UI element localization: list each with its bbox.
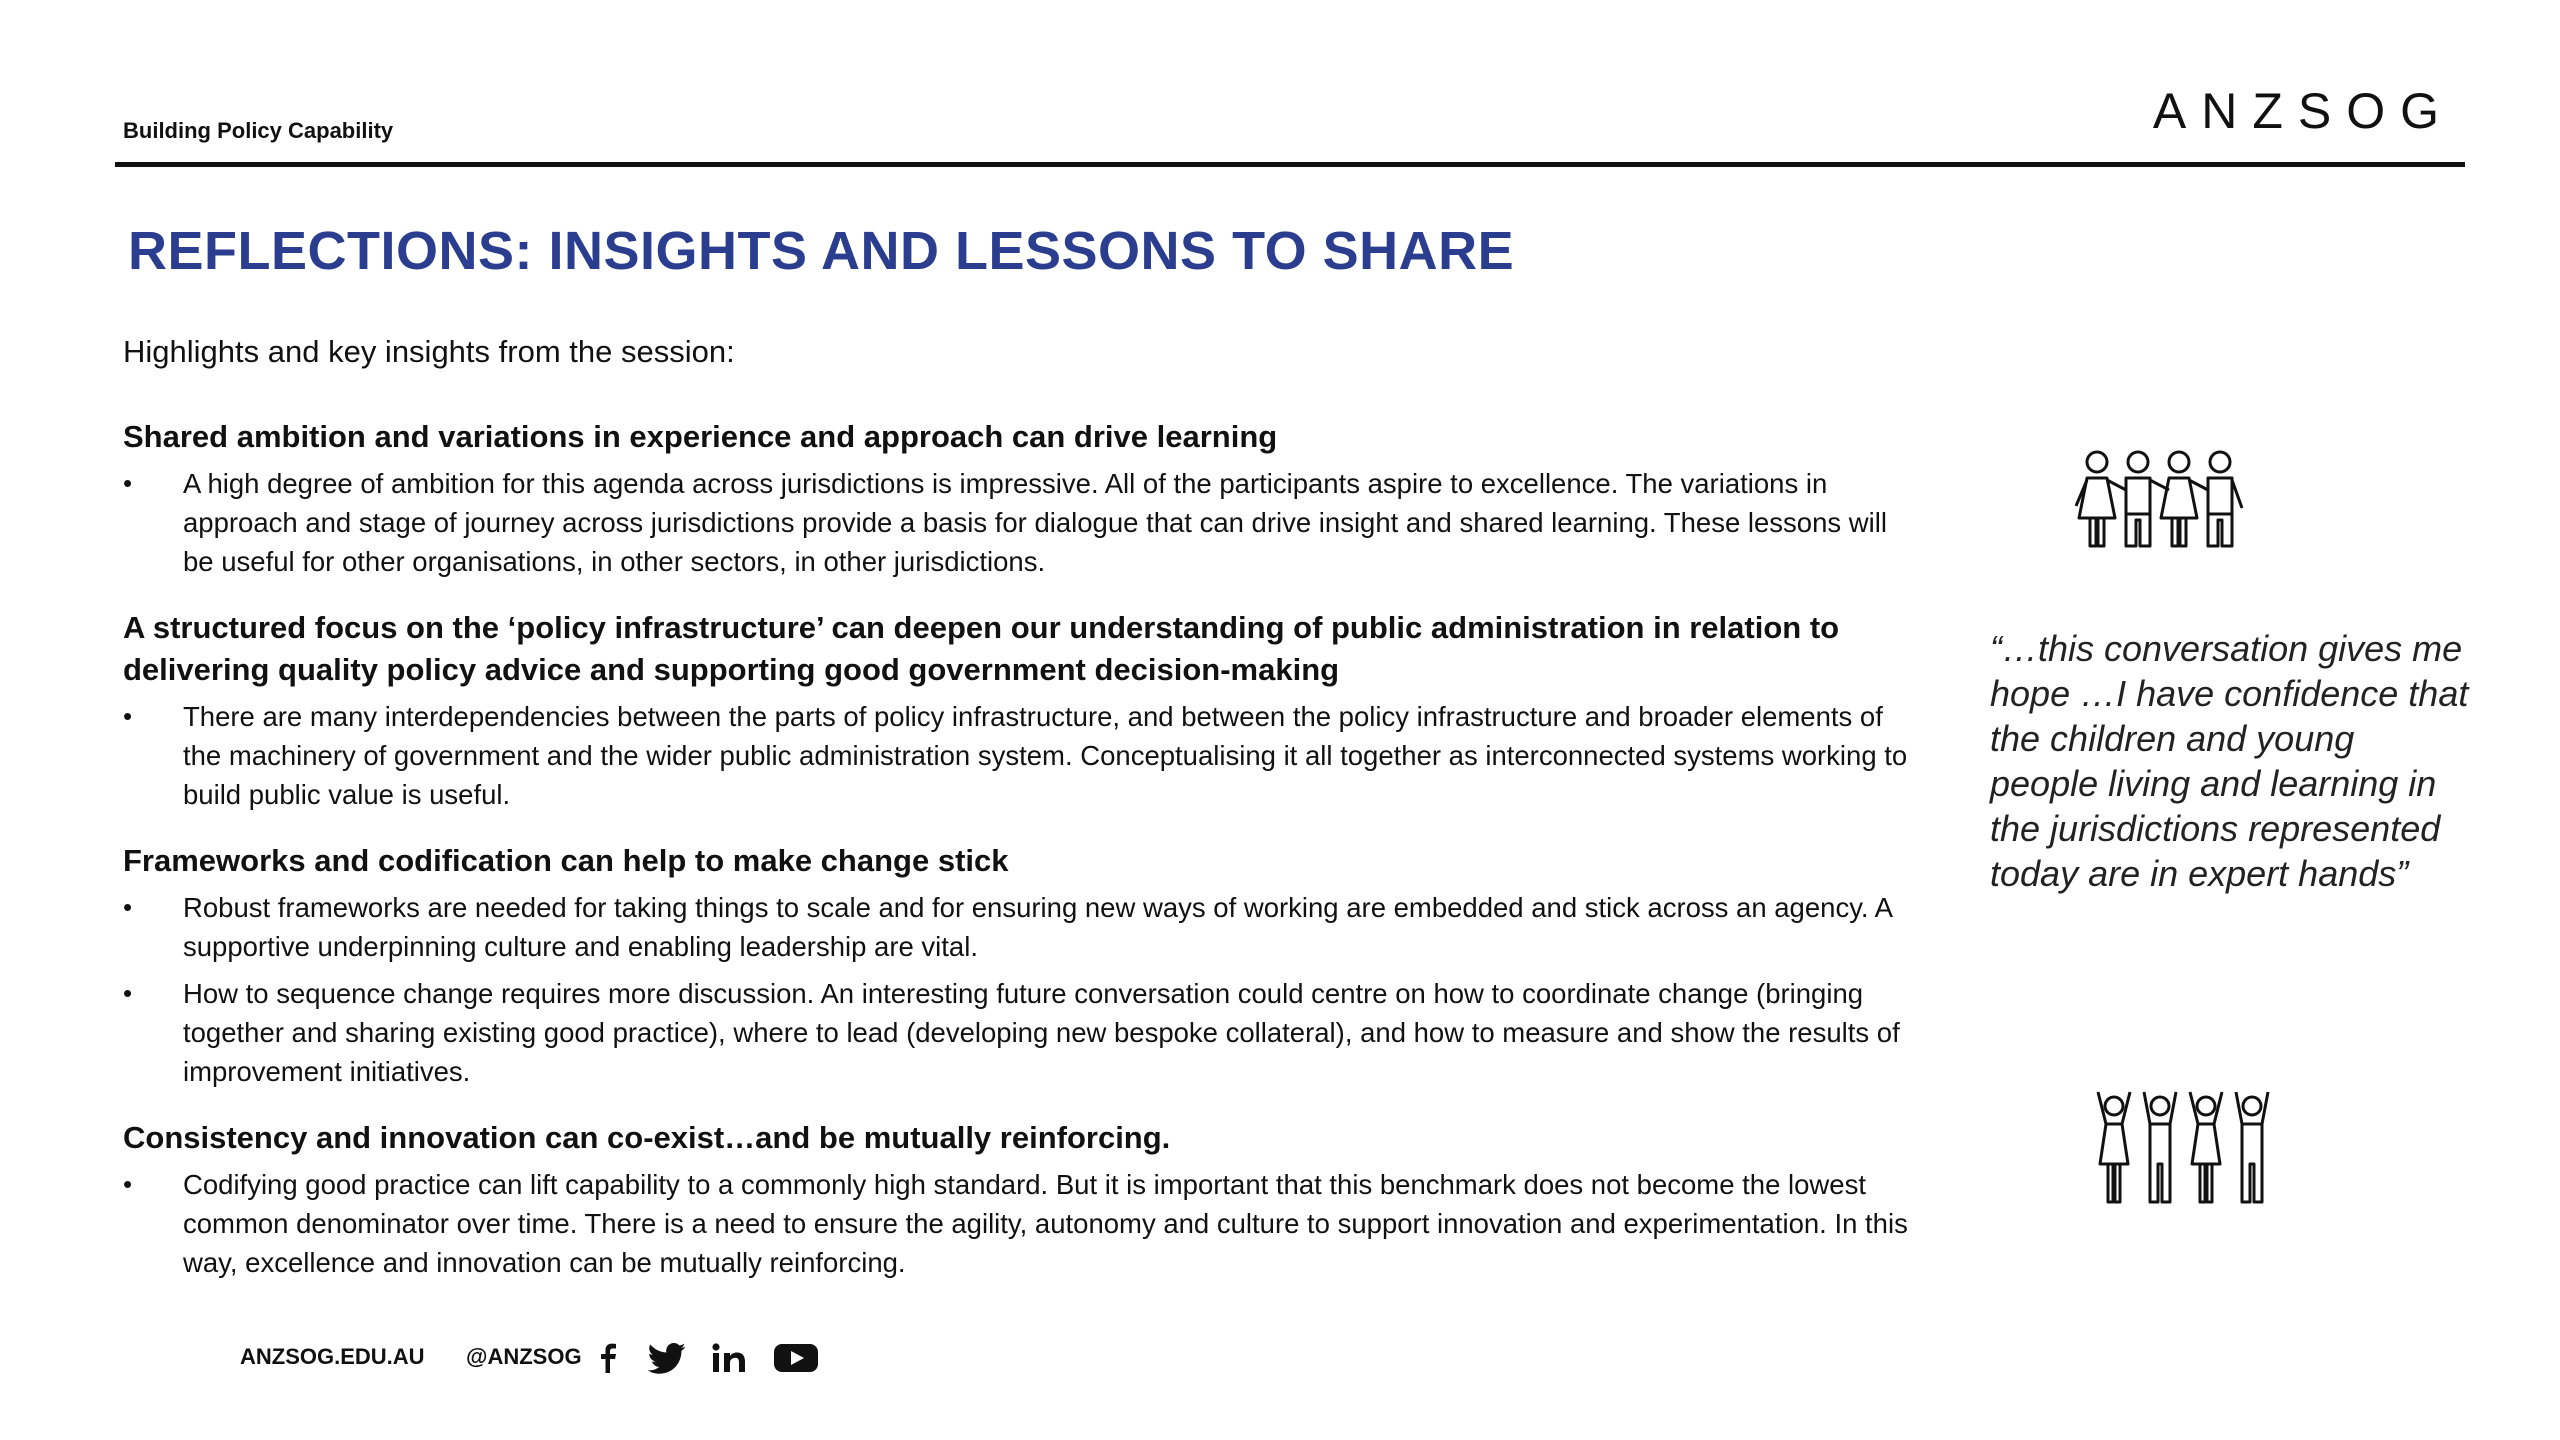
- section-heading: A structured focus on the ‘policy infrastructure’ can deepen our understanding of public administration in relation to delivering quality policy advice and supporting good government decision-making: [123, 610, 1840, 687]
- header-rule: [115, 162, 2465, 167]
- header-label: Building Policy Capability: [123, 118, 394, 143]
- twitter-icon[interactable]: [646, 1343, 688, 1375]
- bullet-text: Codifying good practice can lift capability to a commonly high standard. But it is important that this benchmark does not become the lowest common denominator over time. There is a need to ensure the agility, autonomy and culture to support innovation and experimentation. In this way, excellence and innovation can be mutually reinforcing.: [183, 1169, 1908, 1278]
- footer-website[interactable]: ANZSOG.EDU.AU: [240, 1344, 425, 1369]
- section-shared-ambition: [123, 416, 1923, 581]
- section-policy-infrastructure: [123, 607, 1923, 814]
- bullet-marker: •: [123, 892, 133, 922]
- people-arms-raised-icon: [2092, 1090, 2282, 1210]
- bullet-text: A high degree of ambition for this agenda across jurisdictions is impressive. All of the participants aspire to excellence. The variations in approach and stage of journey across jurisdictions provide a basis for dialogue that can drive insight and shared learning. These lessons will be useful for other organisations, in other sectors, in other jurisdictions.: [183, 468, 1887, 577]
- intro-text: Highlights and key insights from the session:: [123, 334, 735, 369]
- bullet-text: There are many interdependencies between the parts of policy infrastructure, and between the policy infrastructure and broader elements of the machinery of government and the wider public administration system. Conceptualising it all together as interconnected systems working to build public value is useful.: [183, 701, 1908, 810]
- bullet-item: [123, 464, 1923, 581]
- facebook-icon[interactable]: [598, 1343, 618, 1373]
- bullet-item: [123, 697, 1923, 814]
- bullet-item: [123, 974, 1923, 1091]
- section-heading: Frameworks and codification can help to make change stick: [123, 843, 1009, 878]
- bullet-text: Robust frameworks are needed for taking things to scale and for ensuring new ways of working are embedded and stick across an agency. A supportive underpinning culture and enabling leadership are vital.: [183, 892, 1892, 962]
- quote-text: “…this conversation gives me hope …I have confidence that the children and young people living and learning in the jurisdictions represented today are in expert hands”: [1990, 628, 2469, 894]
- section-consistency-innovation: [123, 1117, 1923, 1282]
- section-heading: Shared ambition and variations in experience and approach can drive learning: [123, 419, 1278, 454]
- insights-content: [123, 416, 1923, 1308]
- bullet-item: [123, 888, 1923, 966]
- section-heading: Consistency and innovation can co-exist…and be mutually reinforcing.: [123, 1120, 1171, 1155]
- page-title: REFLECTIONS: INSIGHTS AND LESSONS TO SHARE: [128, 221, 1515, 281]
- group-of-four-people-icon: [2070, 448, 2250, 552]
- linkedin-icon[interactable]: [712, 1343, 746, 1373]
- bullet-marker: •: [123, 701, 133, 731]
- youtube-icon[interactable]: [774, 1343, 818, 1373]
- bullet-marker: •: [123, 1169, 133, 1199]
- bullet-marker: •: [123, 468, 133, 498]
- section-frameworks: [123, 840, 1923, 1091]
- bullet-marker: •: [123, 978, 133, 1008]
- anzsog-logo: ANZSOG: [2152, 83, 2454, 139]
- bullet-text: How to sequence change requires more discussion. An interesting future conversation could centre on how to coordinate change (bringing together and sharing existing good practice), where to lead (developing new bespoke collateral), and how to measure and show the results of improvement initiatives.: [183, 978, 1900, 1087]
- footer-handle[interactable]: @ANZSOG: [466, 1344, 582, 1369]
- bullet-item: [123, 1165, 1923, 1282]
